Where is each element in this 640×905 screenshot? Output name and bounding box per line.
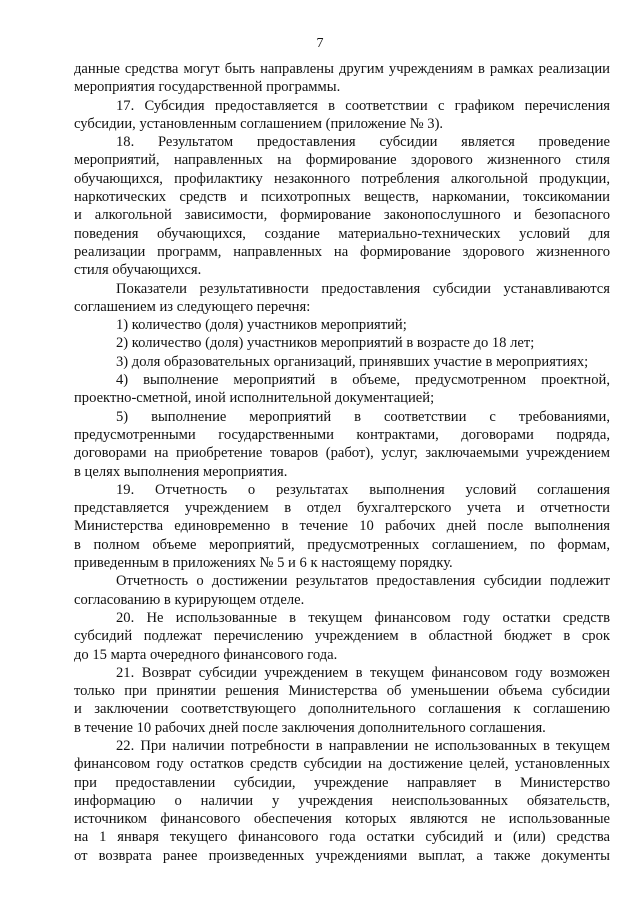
page-number: 7	[316, 36, 324, 51]
text-line: 3) доля образовательных организаций, принявших участие в мероприятиях;	[116, 353, 589, 370]
text-line: представляется учреждением в отдел бухгалтерского учета и отчетности	[74, 500, 610, 517]
text-line: приведенным в приложениях № 5 и 6 к настоящему порядку.	[74, 555, 453, 572]
text-line: мероприятий, направленных на формирование здорового жизненного стиля	[74, 152, 610, 169]
text-line: в целях выполнения мероприятия.	[74, 463, 288, 480]
text-line: источником финансового обеспечения которых являются не использованные	[74, 811, 610, 828]
text-line: обучающихся, профилактику незаконного потребления алкогольной продукции,	[74, 170, 610, 187]
text-line: и заключении соответствующего дополнительного соглашения к соглашению	[74, 701, 610, 718]
text-line: договорами на приобретение товаров (работ), услуг, заключаемыми учреждением	[74, 445, 610, 462]
text-line: при предоставлении субсидии, учреждение направляет в Министерство	[74, 774, 610, 791]
text-line: 1) количество (доля) участников мероприятий;	[116, 317, 407, 334]
text-line: согласованию в курирующем отделе.	[74, 591, 305, 608]
text-line: и алкогольной зависимости, формирование законопослушного и безопасного	[74, 207, 610, 224]
text-line: стиля обучающихся.	[74, 262, 202, 279]
text-line: субсидий подлежат перечислению учреждением в областной бюджет в срок	[74, 628, 610, 645]
text-line: 21. Возврат субсидии учреждением в текущем финансовом году возможен	[116, 664, 610, 681]
text-line: финансовом году остатков средств субсидии на достижение целей, установленных	[74, 756, 610, 773]
text-line: соглашением из следующего перечня:	[74, 298, 311, 315]
text-line: реализации программ, направленных на формирование здорового жизненного	[74, 243, 610, 260]
text-line: субсидии, установленным соглашением (приложение № 3).	[74, 115, 444, 132]
text-line: в полном объеме мероприятий, предусмотренных соглашением, по формам,	[74, 536, 610, 553]
text-line: 2) количество (доля) участников мероприятий в возрасте до 18 лет;	[116, 335, 535, 352]
text-line: на 1 января текущего финансового года остатки субсидий и (или) средства	[74, 829, 610, 846]
text-line: 5) выполнение мероприятий в соответствии с требованиями,	[116, 408, 610, 425]
text-line: мероприятия государственной программы.	[74, 79, 341, 96]
text-line: от возврата ранее произведенных учреждениями выплат, а также документы	[74, 847, 610, 864]
text-line: Показатели результативности предоставления субсидии устанавливаются	[116, 280, 610, 297]
text-line: проектно-сметной, иной исполнительной документацией;	[74, 390, 435, 407]
text-line: информацию о наличии у учреждения неиспользованных обязательств,	[74, 792, 610, 809]
text-line: до 15 марта очередного финансового года.	[74, 646, 338, 663]
text-line: 17. Субсидия предоставляется в соответствии с графиком перечисления	[116, 97, 610, 114]
text-line: только при принятии решения Министерства об уменьшении объема субсидии	[74, 683, 610, 700]
text-line: 19. Отчетность о результатах выполнения условий соглашения	[116, 481, 610, 498]
text-line: поведения обучающихся, создание материально-технических условий для	[74, 225, 610, 242]
document-body	[74, 60, 610, 865]
text-line: 22. При наличии потребности в направлении не использованных в текущем	[116, 737, 610, 754]
text-line: Отчетность о достижении результатов предоставления субсидии подлежит	[116, 573, 610, 590]
text-line: 18. Результатом предоставления субсидии является проведение	[116, 134, 610, 151]
text-line: предусмотренными государственными контрактами, договорами подряда,	[74, 426, 610, 443]
text-line: Министерства единовременно в течение 10 рабочих дней после выполнения	[74, 518, 610, 535]
text-line: 4) выполнение мероприятий в объеме, предусмотренном проектной,	[116, 372, 610, 389]
text-line: наркотических средств и психотропных веществ, наркомании, токсикомании	[74, 189, 610, 206]
text-line: в течение 10 рабочих дней после заключения дополнительного соглашения.	[74, 719, 546, 736]
text-line: 20. Не использованные в текущем финансовом году остатки средств	[116, 609, 610, 626]
text-line: данные средства могут быть направлены другим учреждениям в рамках реализации	[74, 61, 610, 77]
